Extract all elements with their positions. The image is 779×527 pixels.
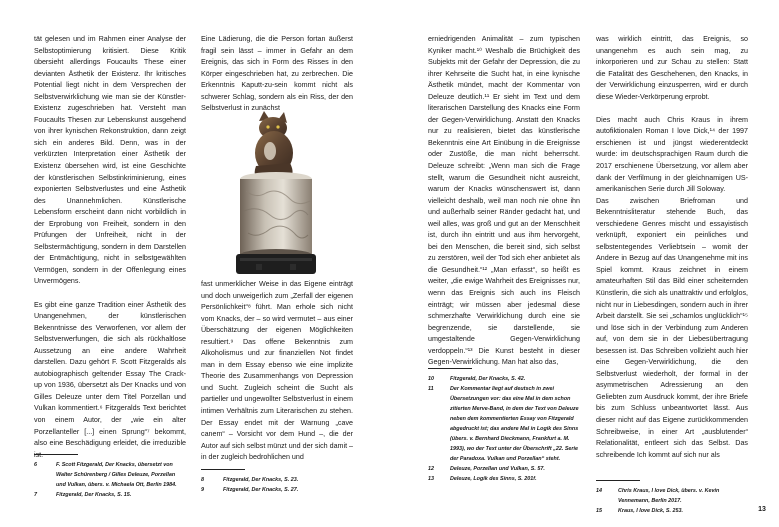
footnote-number: 8 (201, 477, 204, 483)
paragraph: Es gibt eine ganze Tradition einer Ästhetik des Unangenehmen, der künstlerischen Bekenntnisse des Verworfenen, vor allem der Selbstverwerfungen, die sich als rückhaltlose Aussetzung an eine andere Wahrheit darstellen. Dazu gehört F. Scott Fitzgeralds als autobiographisch geltender Essay The Crack-up von 1936, übersetzt als Der Knacks und von Gilles Deleuze unter dem Titel Porzellan und Vulkan kommentiert.⁶ Fitzgeralds Text berichtet von einem Autor, der „wie ein alter Porzellanteller [...] einen Sprung“⁷ bekommt, also eine Beschädigung erleidet, die irreduzible ist. (34, 300, 186, 459)
footnote-divider (201, 469, 245, 470)
footnotes-right-1 (428, 368, 580, 484)
column-left-2-bottom (201, 279, 353, 464)
paragraph: was wirklich eintritt, das Ereignis, so unangenehm es auch sein mag, zu inkorporieren und zur Schau zu stellen: Statt die Fatalität des Geschehenen, den Knacks, in der Verwirklichung einzusperren, wird er durch diese Wieder-Verkörperung erprobt. (596, 35, 748, 101)
paragraph: erniedrigenden Animalität – zum typischen Kyniker macht.¹⁰ Weshalb die Brüchigkeit des Subjekts mit der Gefahr der Depression, die zu ihrer Kehrseite die Sucht hat, in eine kynische Ästhetik mündet, macht der Kommentar von Deleuze deutlich.¹¹ Er sieht im Text und dem literarischen Darstellung des Knacks eine Form der Gegen-Verwirklichung. Anstatt den Knacks nur zu realisieren, bietet das künstlerische Bekenntnis eine Art Einübung in die Ereignisse oder Zustöße, die man nicht beherrscht. Deleuze schreibt: „Wenn man sich die Frage stellt, warum die Gesundheit nicht ausreicht, warum der Knacks wünschenswert ist, dann vielleicht deshalb, weil man noch nie ohne ihn und außerhalb seiner Ränder gedacht hat, und weil alles, was groß und gut an der Menschheit ist, durch ihn eintritt und aus ihm hervorgeht, bei den Menschen, die bereit sind, sich selbst zu zerstören, weil der Tod sich eher anbietet als die Gesundheit.“¹² „Man erfasst“, so heißt es weiter, „die ewige Wahrheit des Ereignisses nur, wenn das Ereignis sich auch ins Fleisch einträgt; wir müssen aber jedesmal diese schmerzhafte Verwirklichung durch eine sie begrenzende, sie darstellende, sie umgestaltende Gegen-Verwirklichung verdoppeln.“¹³ Die Kunst besteht in dieser Gegen-Verwirklichung. Man hat also das, (428, 35, 580, 367)
footnote (34, 490, 186, 500)
footnote-divider (428, 368, 472, 369)
footnote (428, 374, 580, 384)
footnote-number: 14 (596, 488, 602, 494)
footnote (201, 475, 353, 485)
footnote-number: 12 (428, 466, 434, 472)
paragraph: Dies macht auch Chris Kraus in ihrem autofiktionalen Roman I love Dick,¹⁴ der 1997 erschienen ist und jüngst wiederentdeckt wurde: im deutschsprachigen Raum durch die 2017 erschienene Übersetzung, vor allem aber dank der Verfilmung in der gleichnamigen US-amerikanischen Serie durch Jill Soloway. (596, 115, 748, 194)
paragraph: tät gelesen und im Rahmen einer Analyse der Selbstoptimierung kritisiert. Diese Kritik übersieht allerdings Foucaults These einer devianten Ästhetik der Existenz. Ihr kritisches Potential liegt nicht in dem Versprechen der Selbstverwirklichung wie man sie der Künstler-Existenz zugeschrieben hat. Versteht man Foucaults Thesen zur Lebenskunst ausgehend von ihrer kynischen Rekonstruktion, dann zeigt sich ein anderes Bild. Denn, was in der verkürzten Interpretation einer Ästhetik der Existenz übersehen wird, ist eine Geschichte der künstlerischen Selbstinkriminierung, eines exponierten Selbstverlustes und eine Ästhetik des Unannehmlichen. Künstlerische Lebensform erscheint dann nicht vorbildlich in der Erprobung von Freiheit, sondern in den Prüfungen der Unfreiheit, nicht in der Selbstermächtigung, sondern in dem Darstellen der Entmächtigung, nicht in selbstgewählten Vermögen, sondern in der Offenlegung eines Unvermögens. (34, 35, 186, 286)
footnote-number: 9 (201, 487, 204, 493)
footnote-text: Chris Kraus, I love Dick, übers. v. Kevin Vennemann, Berlin 2017. (618, 488, 720, 504)
paragraph: Das zwischen Briefroman und Bekenntnisliteratur stehende Buch, das verschiedene Genres mischt und essayistisch verknüpft, exponiert ein peinliches und selbstentegendes Verliebtsein – womit der Andere in Bezug auf das Unangenehme mit ins Spiel kommt. Kraus zeichnet in einem amateurhaften Stil das Bild einer scheiternden Künstlerin, die sich als unattraktiv und erfolglos, nicht nur in Liebesdingen, sondern auch in ihrer Arbeit darstellt. Sie sei „schamlos unglücklich“¹⁵ und löse sich in der Verbindung zum Anderen auf, von dem sie in der Liebesübertragung besessen ist. Das Schreiben vollzieht auch hier eine Gegen-Verwirklichung, die den Selbstverlust wiederholt, der formal in der asymmetrischen Adressierung an den Geliebten zum Ausdruck kommt, der ihre Briefe bis zum Schluss unbeantwortet lässt. Aus dieser nicht auf das Eigene zurückkommenden Schreibweise, in einer Art „ausblutender“ Relationalität, entleert sich das Selbst. Das schreibende Ich kommt auf sich nur als (596, 196, 748, 459)
cat-on-pedestal-photo (226, 111, 326, 277)
column-right-1 (428, 34, 580, 369)
footnote (428, 474, 580, 484)
footnotes-right-2 (596, 480, 748, 516)
footnote (596, 486, 748, 506)
footnote-number: 10 (428, 376, 434, 382)
footnote-text: Fitzgerald, Der Knacks, S. 42. (450, 376, 526, 382)
footnote-text: F. Scott Fitzgerald, Der Knacks, übersetzt von Walter Schürenberg / Gilles Deleuze, Porzellan und Vulkan, übers. v. Michaela Ott, Berlin 1984. (56, 462, 177, 488)
footnotes-left-2 (201, 469, 353, 495)
paragraph: Eine Lädierung, die die Person fortan äußerst fragil sein lässt – immer in Gefahr an dem Ereignis, das sich in Form des Risses in den Körper eingeschrieben hat, zu zerbrechen. Die Erkenntnis Kaputt-zu-sein kommt nicht als schwerer Schlag, sondern als ein Riss, der den Selbstverlust in zunächst (201, 35, 353, 113)
footnote-text: Deleuze, Logik des Sinns, S. 201f. (450, 476, 537, 482)
footnote-number: 13 (428, 476, 434, 482)
footnote-number: 6 (34, 462, 37, 468)
footnote-text: Deleuze, Porzellan und Vulkan, S. 57. (450, 466, 545, 472)
footnote-number: 11 (428, 386, 434, 392)
footnote (34, 460, 186, 490)
page-number: 13 (758, 506, 766, 513)
column-right-2 (596, 34, 748, 461)
column-left-2-top (201, 34, 353, 115)
footnote-text: Fitzgerald, Der Knacks, S. 27. (223, 487, 299, 493)
footnote-number: 15 (596, 508, 602, 514)
footnote (428, 464, 580, 474)
footnote-text: Fitzgerald, Der Knacks, S. 15. (56, 492, 132, 498)
footnotes-left-1 (34, 454, 186, 500)
footnote-text: Fitzgerald, Der Knacks, S. 23. (223, 477, 299, 483)
footnote (596, 506, 748, 516)
footnote-text: Der Kommentar liegt auf deutsch in zwei Übersetzungen vor: das eine Mal in dem schon zitierten Merve-Band, in dem der Text von Deleuze neben dem kommentierten Essay von Fitzgerald abgedruckt ist; das andere Mal in Logik des Sinns (übers. v. Bernhard Dieckmann, Frankfurt a. M. 1993), wo der Text unter der Überschrift „22. Serie der Paradoxa. Vulkan und Porzellan“ steht. (450, 386, 579, 462)
paragraph: fast unmerklicher Weise in das Eigene einträgt und doch unweigerlich zum „Zerfall der eigenen Persönlichkeit“⁸ führt. Man erhole sich nicht vom Knacks, der – so wird vermutet – aus einer Überschätzung der eigenen Möglichkeiten resultiert.⁹ Das offene Bekenntnis zum Alkoholismus und zur finanziellen Not findet man in dem Essay ebenso wie eine implizite Theorie des Zusammenhangs von Depression und Sucht. Zugleich scheint die Sucht als partieller und ungewollter Selbstverlust in einem intimen Verhältnis zum Literarischen zu stehen. Der Essay endet mit der Warnung „cave canem“ – Vorsicht vor dem Hund –, die der Autor auf sich selbst münzt und der sich damit – in der zugleich bedrohlichen und (201, 280, 354, 462)
photo-illustration (226, 111, 326, 277)
column-left-1 (34, 34, 186, 461)
footnote-text: Kraus, I love Dick, S. 253. (618, 508, 684, 514)
footnote (201, 485, 353, 495)
footnote-number: 7 (34, 492, 37, 498)
footnote-divider (34, 454, 78, 455)
footnote-divider (596, 480, 640, 481)
footnote (428, 384, 580, 464)
